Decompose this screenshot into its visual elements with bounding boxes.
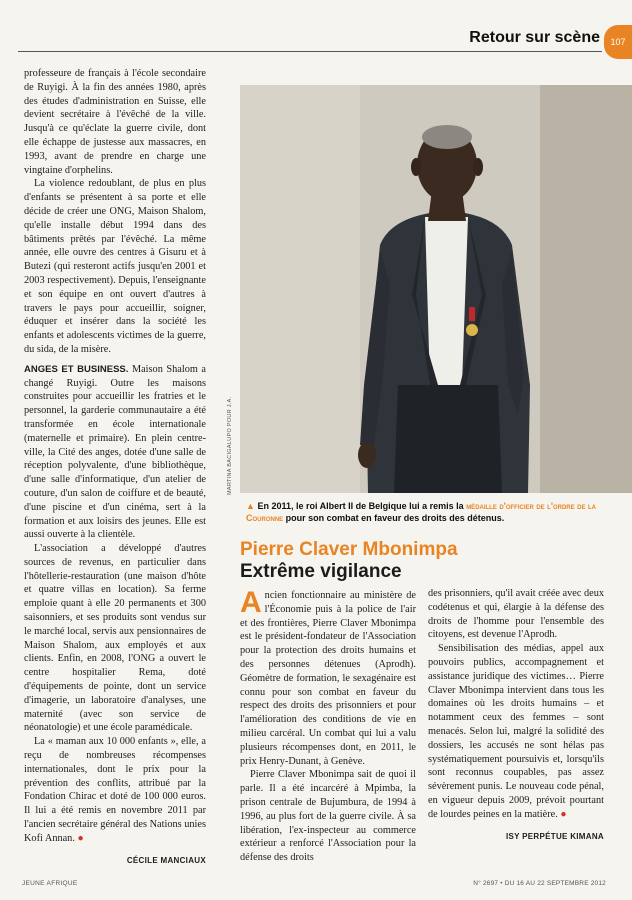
end-mark: ●	[560, 808, 567, 820]
article-title	[240, 539, 620, 583]
byline: CÉCILE MANCIAUX	[126, 855, 206, 865]
paragraph: Pierre Claver Mbonimpa sait de quoi il parle. Il a été incarcéré à Mpimba, la prison centrale de Bujumbura, de 1994 à 1996, au plus fort de la guerre civile. À sa libération, l'ex-inspecteur au commerce extérieur a renforcé l'Association pour la défense des droits	[240, 769, 416, 864]
header-rule	[18, 51, 602, 52]
paragraph: des prisonniers, qu'il avait créée avec deux codétenus et qui, élargie à la défense des droits de l'homme pour l'ensemble des citoyens, est devenue l'Aprodh.	[428, 588, 604, 641]
paragraph-text: La « maman aux 10 000 enfants », elle, a reçu de nombreuses récompenses internationales, dont le prix pour la prévention des conflits, attribué par la Fondation Chirac et doté de 100 000 euros. Il lui a été remis en novembre 2011 par l'ancien secrétaire général des Nations unies Kofi Annan.	[24, 736, 206, 844]
section-title: Retour sur scène	[469, 29, 600, 46]
drop-cap: A	[240, 586, 262, 619]
paragraph: professeure de français à l'école secondaire de Ruyigi. À la fin des années 1980, après des études d'administration en Suisse, elle devient secrétaire à l'évêché de la ville. Jusqu'à ce qu'éclate la guerre civile, dont elle échappe de justesse aux massacres, en 1993, avant de prendre en charge une vingtaine d'orphelins.	[24, 68, 206, 176]
article-headline-name: Pierre Claver Mbonimpa	[240, 539, 458, 560]
subhead: ANGES ET BUSINESS.	[24, 363, 129, 375]
page-number: 107	[604, 25, 632, 59]
paragraph: La violence redoublant, de plus en plus d'enfants se présentent à sa porte et elle décide de créer une ONG, Maison Shalom, qu'elle installe début 1994 dans des bâtiments prêtés par l'évêché. La même année, elle ouvre des centres à Gisuru et à Butezi (qui resteront actifs jusqu'en 2001 et 2003 respectivement). Depuis, l'enseignante et son équipe en ont ouvert d'autres à travers le pays pour accueillir, soigner, éduquer et insérer dans la société les enfants et adolescents victimes de la guerre, du sida, de la misère.	[24, 178, 206, 355]
byline: ISY PERPÉTUE KIMANA	[505, 831, 604, 841]
footer-issue: N° 2697 • DU 16 AU 22 SEPTEMBRE 2012	[473, 880, 606, 887]
caption-highlight: médaille d'officier de l'ordre de la Couronne	[246, 501, 596, 523]
photo-caption	[246, 500, 620, 524]
footer-publication: JEUNE AFRIQUE	[22, 880, 78, 887]
article-headline-sub: Extrême vigilance	[240, 561, 402, 582]
left-column	[24, 67, 206, 867]
portrait-photo	[240, 85, 632, 493]
caption-text: En 2011, le roi Albert II de Belgique lui a remis la	[257, 501, 467, 511]
paragraph	[240, 586, 416, 768]
paragraph	[428, 642, 604, 821]
paragraph-text: ncien fonctionnaire au ministère de l'Économie puis à la police de l'air et des frontières, Pierre Claver Mbonimpa est le président-fondateur de l'Association pour la protection des droits humains et des personnes détenues (Aprodh). Géomètre de formation, le sexagénaire est connu pour son combat en faveur du respect des droits des prisonniers et pour l'amélioration des conditions de vie en milieu carcéral. Un combat qui lui a valu plusieurs récompenses dont, en 2011, le prix Henry-Dunant, à Genève.	[240, 590, 416, 767]
paragraph	[24, 735, 206, 845]
paragraph-text: Sensibilisation des médias, appel aux pouvoirs publics, accompagnement et assistance juridique des victimes… Pierre Claver Mbonimpa intervient dans tous les domaines où les droits humains – et notamment ceux des femmes – sont menacés. Selon lui, malgré la solidité des dossiers, les accusés ne sont hélas pas systématiquement poursuivis et, lorsqu'ils sont reconnus coupables, pas assez sévèrement punis. Le nouveau code pénal, en vigueur depuis 2009, prévoit pourtant de lourdes peines en la matière.	[428, 643, 604, 820]
paragraph	[24, 363, 206, 542]
page-header	[0, 0, 632, 60]
caption-text: pour son combat en faveur des droits des détenus.	[283, 513, 505, 523]
article-column-1	[240, 586, 416, 865]
paragraph-text: Maison Shalom a changé Ruyigi. Outre les maisons construites pour accueillir les fratries et le personnel, la garderie communautaire a été transformée en école internationale (maternelle et primaire). En plein centre-ville, la Cité des anges, dotée d'une salle de réception polyvalente, d'une bibliothèque, d'une salle d'informatique, d'un atelier de couture, d'un salon de coiffure et de beauté, d'une piscine et d'un cinéma, sert à la formation et aux loisirs des jeunes. Elle est aussi ouverte à la clientèle.	[24, 363, 206, 541]
paragraph: L'association a développé d'autres sources de revenus, en particulier dans l'hôtellerie-restauration (une maison d'hôte et quatre villas en location). Sa ferme emploie quant à elle 20 permanents et 300 saisonniers, et ses produits sont vendus sur le marché local, servis aux pensionnaires de Maison Shalom, aux employés et aux clients. Enfin, en 2008, l'ONG a ouvert le centre hospitalier Rema, doté d'équipements de pointe, dont un service d'imagerie, un laboratoire d'analyses, une maternité (avec son service de néonatologie) et une école paramédicale.	[24, 543, 206, 734]
photo-credit: MARTINA BACIGALUPO POUR J.A.	[227, 396, 233, 495]
end-mark: ●	[77, 832, 84, 844]
triangle-marker-icon: ▲	[246, 501, 255, 511]
portrait-illustration	[240, 85, 632, 493]
article-column-2	[428, 587, 604, 843]
